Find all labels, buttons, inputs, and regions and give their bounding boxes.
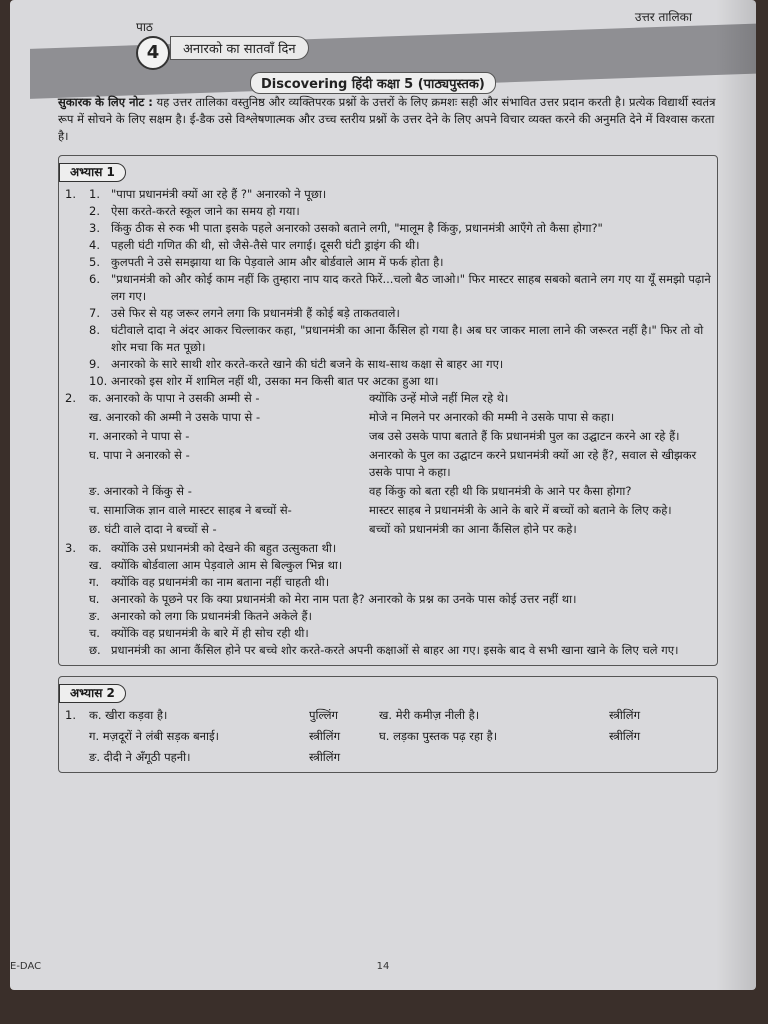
page xyxy=(10,0,756,990)
exercise-2 xyxy=(58,676,718,773)
answer-text: क्योंकि उसे प्रधानमंत्री को देखने की बहुत उत्सुकता थी। xyxy=(111,541,337,555)
answer-row xyxy=(89,521,711,538)
answer-number: 6. xyxy=(89,272,100,286)
gender-label: स्त्रीलिंग xyxy=(609,729,641,743)
question-number: 3. xyxy=(65,541,76,555)
answer-text: क्योंकि उन्हें मोजे नहीं मिल रहे थे। xyxy=(369,391,509,405)
question-number: 2. xyxy=(65,391,76,405)
speaker-label: ग. अनारको ने पापा से - xyxy=(89,429,190,443)
answer-text: क्योंकि वह प्रधानमंत्री के बारे में ही सोच रही थी। xyxy=(111,626,309,640)
answer-list xyxy=(89,186,711,390)
teacher-note xyxy=(58,94,718,145)
answer-row xyxy=(89,373,711,390)
sentence: घ. लड़का पुस्तक पढ़ रहा है। xyxy=(379,729,498,743)
answer-text: बच्चों को प्रधानमंत्री का आना कैंसिल होने पर कहे। xyxy=(369,522,577,536)
answer-number: 3. xyxy=(89,221,100,235)
answer-text: कुलपती ने उसे समझाया था कि पेड़वाले आम और बोर्डवाले आम में फर्क होता है। xyxy=(111,255,444,269)
content xyxy=(58,94,718,783)
exercise-2-title: अभ्यास 2 xyxy=(59,684,126,703)
answer-row xyxy=(89,322,711,356)
chapter-title: अनारको का सातवाँ दिन xyxy=(170,36,309,60)
sentence: ख. मेरी कमीज़ नीली है। xyxy=(379,708,480,722)
answer-row xyxy=(89,591,711,608)
answer-row xyxy=(89,220,711,237)
gender-label: स्त्रीलिंग xyxy=(609,708,641,722)
question-1 xyxy=(65,186,711,390)
answer-row xyxy=(89,237,711,254)
gender-label: स्त्रीलिंग xyxy=(309,750,341,764)
answer-row xyxy=(89,305,711,322)
answer-number: घ. xyxy=(89,592,100,606)
exercise-1-title: अभ्यास 1 xyxy=(59,163,126,182)
answer-number: ङ. xyxy=(89,609,100,623)
spacer xyxy=(65,728,89,745)
speaker-label: ङ. अनारको ने किंकु से - xyxy=(89,484,192,498)
answer-row xyxy=(89,271,711,305)
note-label: सुकारक के लिए नोट : xyxy=(58,95,153,109)
answer-row xyxy=(89,557,711,574)
gender-table xyxy=(65,707,711,766)
answer-row xyxy=(89,428,711,445)
answer-row xyxy=(89,203,711,220)
answer-row xyxy=(89,608,711,625)
answer-text: अनारको के सारे साथी शोर करते-करते खाने की घंटी बजने के साथ-साथ कक्षा से बाहर आ गए। xyxy=(111,357,504,371)
answer-text: मोजे न मिलने पर अनारको की मम्मी ने उसके पापा से कहा। xyxy=(369,410,615,424)
answer-row xyxy=(89,409,711,426)
question-number: 1. xyxy=(65,708,76,722)
answer-number: 1. xyxy=(89,187,100,201)
answer-number: च. xyxy=(89,626,100,640)
answer-text: घंटीवाले दादा ने अंदर आकर चिल्लाकर कहा, "प्रधानमंत्री का आना कैंसिल हो गया है। अब घर जाकर माला लाने की जरूरत नहीं है।" फिर तो वो शोर मचा कि मत पूछो। xyxy=(111,323,704,354)
answer-text: ऐसा करते-करते स्कूल जाने का समय हो गया। xyxy=(111,204,300,218)
answer-row xyxy=(89,625,711,642)
answer-list xyxy=(89,540,711,659)
answer-row xyxy=(89,502,711,519)
answer-text: मास्टर साहब ने प्रधानमंत्री के आने के बारे में बच्चों को बताने के लिए कहे। xyxy=(369,503,672,517)
answer-number: ग. xyxy=(89,575,100,589)
answer-text: किंकु ठीक से रुक भी पाता इसके पहले अनारको उसको बताने लगी, "मालूम है किंकु, प्रधानमंत्री आएँगे तो कैसा होगा?" xyxy=(111,221,603,235)
sentence: क. खीरा कड़वा है। xyxy=(89,708,168,722)
speaker-label: घ. पापा ने अनारको से - xyxy=(89,448,190,462)
sentence: ङ. दीदी ने अँगूठी पहनी। xyxy=(89,750,191,764)
gender-label: पुल्लिंग xyxy=(309,708,338,722)
gender-label xyxy=(609,749,689,766)
answer-number: ख. xyxy=(89,558,103,572)
answer-row xyxy=(89,447,711,481)
answer-text: "प्रधानमंत्री को और कोई काम नहीं कि तुम्हारा नाप याद करते फिरें...चलो बैठ जाओ।" फिर मास्टर साहब सबको बताने लग गए या यूँ समझो पढ़ाने लग गए। xyxy=(111,272,711,303)
answer-text: अनारको इस शोर में शामिल नहीं थी, उसका मन किसी बात पर अटका हुआ था। xyxy=(111,374,439,388)
answer-text: क्योंकि वह प्रधानमंत्री का नाम बताना नहीं चाहती थी। xyxy=(111,575,330,589)
speaker-label: च. सामाजिक ज्ञान वाले मास्टर साहब ने बच्चों से- xyxy=(89,503,292,517)
answer-text: प्रधानमंत्री का आना कैंसिल होने पर बच्चे शोर करते-करते अपनी कक्षाओं से बाहर आ गए। इसके बाद वे सभी खाना खाने के लिए चले गए। xyxy=(111,643,679,657)
answer-number: 5. xyxy=(89,255,100,269)
answer-text: क्योंकि बोर्डवाला आम पेड़वाले आम से बिल्कुल भिन्न था। xyxy=(111,558,343,572)
answer-row xyxy=(89,254,711,271)
speaker-label: ख. अनारको की अम्मी ने उसके पापा से - xyxy=(89,410,261,424)
chapter-number: 4 xyxy=(136,36,170,70)
answer-number: 9. xyxy=(89,357,100,371)
answer-text: उसे फिर से यह जरूर लगने लगा कि प्रधानमंत्री हैं कोई बड़े ताकतवाले। xyxy=(111,306,400,320)
answer-text: पहली घंटी गणित की थी, सो जैसे-तैसे पार लगाई। दूसरी घंटी ड्राइंग की थी। xyxy=(111,238,420,252)
answer-row xyxy=(89,390,711,407)
answer-row xyxy=(89,574,711,591)
answer-number: 8. xyxy=(89,323,100,337)
answer-number: 4. xyxy=(89,238,100,252)
answer-row xyxy=(89,483,711,500)
answer-number: 2. xyxy=(89,204,100,218)
answer-text: जब उसे उसके पापा बताते हैं कि प्रधानमंत्री पुल का उद्घाटन करने आ रहे हैं। xyxy=(369,429,680,443)
spacer xyxy=(65,749,89,766)
answer-text: अनारको को लगा कि प्रधानमंत्री कितने अकेले हैं। xyxy=(111,609,312,623)
page-number: 14 xyxy=(376,961,390,972)
answer-text: वह किंकु को बता रही थी कि प्रधानमंत्री के आने पर कैसा होगा? xyxy=(369,484,632,498)
question-2 xyxy=(65,390,711,540)
chapter-label: पाठ xyxy=(136,20,153,34)
question-3 xyxy=(65,540,711,659)
answer-text: "पापा प्रधानमंत्री क्यों आ रहे हैं ?" अनारको ने पूछा। xyxy=(111,187,327,201)
answer-number: 10. xyxy=(89,374,108,388)
speaker-label: क. अनारको के पापा ने उसकी अम्मी से - xyxy=(89,391,260,405)
answer-row xyxy=(89,642,711,659)
sentence: ग. मज़दूरों ने लंबी सड़क बनाई। xyxy=(89,729,220,743)
page-header-right: उत्तर तालिका xyxy=(634,10,692,24)
answer-text: अनारको के पुल का उद्घाटन करने प्रधानमंत्री क्यों आ रहे हैं?, सवाल से खीझकर उसके पापा ने कहा। xyxy=(369,448,697,479)
answer-list xyxy=(89,390,711,540)
answer-row xyxy=(89,540,711,557)
answer-number: 7. xyxy=(89,306,100,320)
answer-text: अनारको के पूछने पर कि क्या प्रधानमंत्री को मेरा नाम पता है? अनारको के प्रश्न का उनके पास कोई उत्तर नहीं था। xyxy=(111,592,577,606)
question-number: 1. xyxy=(65,187,76,201)
book-title: Discovering हिंदी कक्षा 5 (पाठ्यपुस्तक) xyxy=(250,72,496,94)
exercise-1 xyxy=(58,155,718,666)
answer-row xyxy=(89,186,711,203)
note-text: यह उत्तर तालिका वस्तुनिष्ठ और व्यक्तिपरक प्रश्नों के उत्तरों के लिए क्रमशः सही और संभावित उत्तर प्रदान करती है। प्रत्येक विद्यार्थी स्वतंत्र रूप में सोचने के लिए सक्षम है। ई-डैक उसे विश्लेषणात्मक और उच्च स्तरीय प्रश्नों के उत्तर देने के लिए अपने विचार व्यक्त करने की अनुमति देने में विश्वास करता है। xyxy=(58,95,716,143)
speaker-label: छ. घंटी वाले दादा ने बच्चों से - xyxy=(89,522,217,536)
answer-number: छ. xyxy=(89,643,101,657)
answer-number: क. xyxy=(89,541,102,555)
gender-label: स्त्रीलिंग xyxy=(309,729,341,743)
answer-row xyxy=(89,356,711,373)
publisher-logo: E-DAC xyxy=(10,961,42,972)
sentence xyxy=(379,749,609,766)
